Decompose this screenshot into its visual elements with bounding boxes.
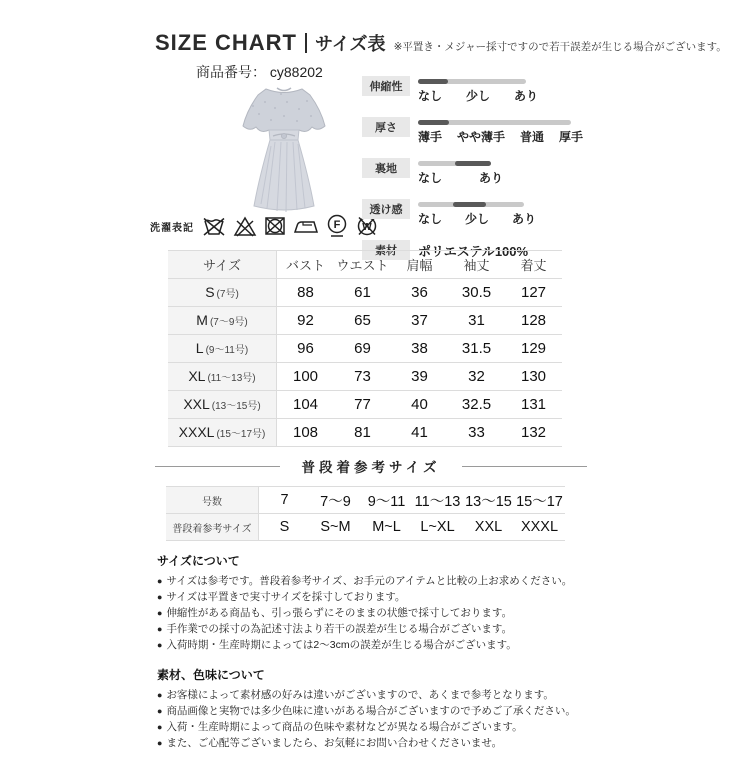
product-code-row: [196, 62, 323, 82]
size-go-note: (9〜11号): [205, 345, 249, 356]
note-item: [157, 605, 605, 621]
bullet-icon: ●: [157, 624, 163, 634]
attribute-bar: [418, 120, 571, 125]
measurement-note: ※平置き・メジャー採寸ですので若干誤差が生じる場合がございます。: [393, 41, 727, 53]
bar-option-label: 少し: [465, 89, 490, 103]
measurement-value: 37: [391, 307, 448, 335]
attribute-row: [362, 199, 597, 227]
reference-size-title-row: [155, 456, 587, 476]
bullet-icon: ●: [157, 576, 163, 586]
attribute-label: 透け感: [362, 199, 410, 219]
table-row: [168, 307, 562, 335]
note-section-heading: サイズについて: [157, 554, 240, 568]
reference-value: 7: [259, 487, 311, 514]
bar-option-label: なし: [418, 89, 443, 103]
bar-option-labels: [418, 87, 538, 104]
bullet-icon: ●: [157, 738, 163, 748]
bullet-icon: ●: [157, 608, 163, 618]
attribute-bar: [418, 79, 526, 84]
size-table-header-cell: 袖丈: [448, 251, 505, 279]
attribute-row: [362, 117, 597, 145]
attribute-bar-fill: [418, 120, 449, 125]
attribute-body: [418, 199, 536, 227]
size-table: [168, 250, 562, 447]
attribute-body: [418, 158, 503, 186]
bar-option-label: 少し: [464, 212, 489, 226]
note-item-text: お客様によって素材感の好みは違いがございますので、あくまで参考となります。: [166, 689, 554, 701]
bullet-icon: ●: [157, 690, 163, 700]
note-section: [157, 666, 605, 751]
bar-option-labels: [418, 128, 583, 145]
measurement-value: 100: [277, 363, 335, 391]
measurement-value: 96: [277, 335, 335, 363]
title-rule-right: [462, 466, 587, 467]
reference-size-title: 普段着参考サイズ: [301, 460, 441, 475]
table-row: [166, 487, 565, 514]
bullet-icon: ●: [157, 722, 163, 732]
measurement-value: 108: [277, 419, 335, 447]
attribute-list: [362, 76, 597, 273]
dress-illustration: [213, 80, 355, 216]
reference-value: XXL: [463, 514, 514, 541]
do-not-bleach-icon: [233, 215, 257, 237]
attribute-bar-fill: [418, 79, 448, 84]
measurement-value: 39: [391, 363, 448, 391]
size-cell: [168, 419, 277, 447]
reference-row-label: 普段着参考サイズ: [166, 514, 259, 541]
notes-sections: [157, 552, 605, 764]
attribute-label: 裏地: [362, 158, 410, 178]
size-go-note: (7〜9号): [209, 317, 248, 328]
measurement-value: 69: [334, 335, 391, 363]
reference-size-table-body: [166, 487, 565, 541]
note-item: [157, 589, 605, 605]
size-table-header: [168, 251, 562, 279]
measurement-value: 81: [334, 419, 391, 447]
size-label: S: [205, 284, 215, 300]
care-label: 洗濯表記: [150, 222, 194, 234]
note-item-text: また、ご心配等ございましたら、お気軽にお問い合わせくださいませ。: [166, 737, 503, 749]
note-item: [157, 573, 605, 589]
page-title: SIZE CHART: [155, 30, 297, 55]
note-item-text: 手作業での採寸の為記述寸法より若干の誤差が生じる場合がございます。: [166, 623, 513, 635]
note-section-heading: 素材、色味について: [157, 668, 265, 682]
measurement-value: 31: [448, 307, 505, 335]
note-item: [157, 719, 605, 735]
note-list: [157, 687, 605, 751]
measurement-value: 65: [334, 307, 391, 335]
do-not-tumble-dry-icon: [263, 215, 287, 237]
reference-value: M~L: [361, 514, 412, 541]
note-item-text: 商品画像と実物では多少色味に違いがある場合がございますので予めご了承ください。: [166, 705, 576, 717]
measurement-value: 32.5: [448, 391, 505, 419]
reference-value: 13〜15: [463, 487, 514, 514]
attribute-body: [418, 117, 583, 145]
title-rule-left: [155, 466, 280, 467]
size-go-note: (11〜13号): [207, 373, 256, 384]
note-section: [157, 552, 605, 653]
reference-row-label: 号数: [166, 487, 259, 514]
bar-option-labels: [418, 169, 503, 186]
attribute-bar: [418, 202, 524, 207]
note-item-text: サイズは参考です。普段着参考サイズ、お手元のアイテムと比較の上お求めください。: [166, 575, 573, 587]
note-item: [157, 735, 605, 751]
bar-option-label: なし: [418, 212, 443, 226]
measurement-value: 127: [505, 279, 562, 307]
svg-text:F: F: [333, 219, 341, 231]
attribute-label: 伸縮性: [362, 76, 410, 96]
measurement-value: 41: [391, 419, 448, 447]
reference-value: 7〜9: [310, 487, 361, 514]
measurement-value: 92: [277, 307, 335, 335]
bar-option-label: あり: [478, 171, 503, 185]
measurement-value: 130: [505, 363, 562, 391]
size-label: L: [195, 340, 204, 356]
table-row: [168, 419, 562, 447]
size-table-header-cell: ウエスト: [334, 251, 391, 279]
size-cell: [168, 363, 277, 391]
page-header: [155, 30, 727, 56]
table-row: [168, 279, 562, 307]
note-item-text: 伸縮性がある商品も、引っ張らずにそのままの状態で採寸しております。: [166, 607, 513, 619]
reference-value: S: [259, 514, 311, 541]
size-table-header-cell: バスト: [277, 251, 335, 279]
reference-size-table: [166, 486, 565, 541]
measurement-value: 129: [505, 335, 562, 363]
product-image: [213, 80, 355, 221]
size-label: XXL: [183, 396, 210, 412]
measurement-value: 38: [391, 335, 448, 363]
note-item-text: 入荷・生産時期によって商品の色味や素材などが異なる場合がございます。: [166, 721, 523, 733]
care-symbols-row: [150, 214, 379, 238]
measurement-value: 61: [334, 279, 391, 307]
measurement-value: 132: [505, 419, 562, 447]
note-item: [157, 703, 605, 719]
size-go-note: (13〜15号): [211, 401, 261, 412]
bar-option-label: あり: [513, 89, 538, 103]
material-value: ポリエステル100%: [418, 243, 529, 259]
size-table-header-cell: サイズ: [168, 251, 277, 279]
bar-option-label: 薄手: [418, 130, 443, 144]
reference-value: 9〜11: [361, 487, 412, 514]
size-cell: [168, 279, 277, 307]
size-table-header-row: [168, 251, 562, 279]
measurement-value: 77: [334, 391, 391, 419]
size-table-header-cell: 着丈: [505, 251, 562, 279]
attribute-label: 素材: [362, 240, 410, 260]
reference-value: S~M: [310, 514, 361, 541]
table-row: [168, 363, 562, 391]
reference-value: XXXL: [514, 514, 565, 541]
measurement-value: 33: [448, 419, 505, 447]
size-cell: [168, 335, 277, 363]
size-table-header-cell: 肩幅: [391, 251, 448, 279]
bullet-icon: ●: [157, 706, 163, 716]
iron-icon: [293, 215, 319, 237]
bar-option-label: 厚手: [558, 130, 583, 144]
bullet-icon: ●: [157, 592, 163, 602]
care-icons: [201, 214, 379, 238]
size-go-note: (15〜17号): [216, 429, 266, 440]
note-item: [157, 637, 605, 653]
size-label: M: [196, 312, 208, 328]
size-label: XXXL: [178, 424, 215, 440]
measurement-value: 40: [391, 391, 448, 419]
table-row: [168, 335, 562, 363]
bar-option-label: なし: [418, 171, 443, 185]
bar-option-label: あり: [511, 212, 536, 226]
note-list: [157, 573, 605, 653]
attribute-bar: [418, 161, 491, 166]
measurement-value: 128: [505, 307, 562, 335]
measurement-value: 104: [277, 391, 335, 419]
note-item-text: 入荷時期・生産時期によっては2〜3cmの誤差が生じる場合がございます。: [166, 639, 517, 651]
measurement-value: 73: [334, 363, 391, 391]
bullet-icon: ●: [157, 640, 163, 650]
product-code-value: cy88202: [269, 64, 323, 80]
dry-clean-f-icon: [325, 214, 349, 238]
measurement-value: 131: [505, 391, 562, 419]
reference-value: 11〜13: [412, 487, 463, 514]
bar-option-labels: [418, 210, 536, 227]
size-cell: [168, 307, 277, 335]
title-divider: [305, 33, 307, 53]
measurement-value: 36: [391, 279, 448, 307]
size-table-body: [168, 279, 562, 447]
attribute-label: 厚さ: [362, 117, 410, 137]
size-label: XL: [188, 368, 206, 384]
attribute-bar-fill: [453, 202, 486, 207]
size-cell: [168, 391, 277, 419]
measurement-value: 32: [448, 363, 505, 391]
bar-option-label: 普通: [519, 130, 544, 144]
table-row: [168, 391, 562, 419]
attribute-row: [362, 76, 597, 104]
reference-value: 15〜17: [514, 487, 565, 514]
bar-option-label: やや薄手: [456, 130, 505, 144]
attribute-body: [418, 76, 538, 104]
attribute-row: [362, 158, 597, 186]
note-item: [157, 621, 605, 637]
page-title-ja: サイズ表: [315, 34, 386, 54]
measurement-value: 30.5: [448, 279, 505, 307]
table-row: [166, 514, 565, 541]
do-not-wash-icon: [201, 215, 227, 237]
product-code-label: 商品番号：: [196, 64, 266, 80]
measurement-value: 31.5: [448, 335, 505, 363]
size-go-note: (7号): [216, 289, 239, 300]
svg-text:W: W: [362, 222, 372, 233]
note-item: [157, 687, 605, 703]
attribute-bar-fill: [455, 161, 492, 166]
measurement-value: 88: [277, 279, 335, 307]
note-item-text: サイズは平置きで実寸サイズを採寸しております。: [166, 591, 406, 603]
reference-value: L~XL: [412, 514, 463, 541]
